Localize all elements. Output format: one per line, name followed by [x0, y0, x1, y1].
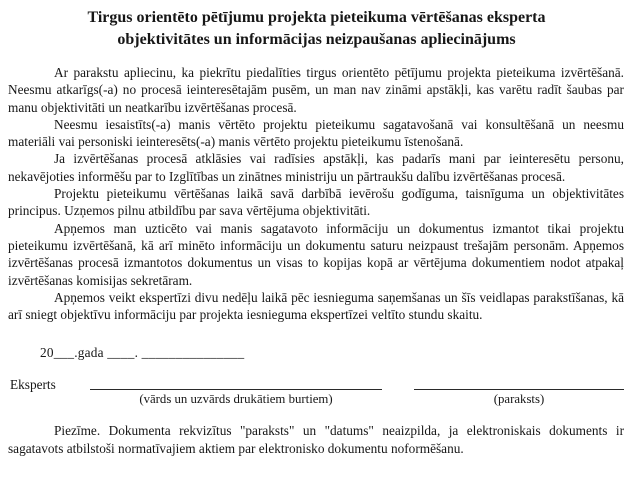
paragraph: Ja izvērtēšanas procesā atklāsies vai radīsies apstākļi, kas padarīs mani par ieinteresētu personu, nekavējoties informēšu par to Izglītības un zinātnes ministriju un pārtraukšu dalību izvērtēšanas procesā.	[8, 151, 624, 184]
name-fill-in-line	[90, 374, 382, 390]
paragraph: Ar parakstu apliecinu, ka piekrītu piedalīties tirgus orientēto pētījumu projekta pieteikuma izvērtēšanā. Neesmu atkarīgs(-a) no procesā ieinteresētajām pusēm, un man nav zināmi apstākļi, kas varētu radīt šaubas par manu objektivitāti un neatkarību izvērtēšanas procesā.	[8, 65, 624, 115]
document-body	[8, 64, 624, 323]
document-title-line1: Tirgus orientēto pētījumu projekta pieteikuma vērtēšanas eksperta	[87, 9, 546, 26]
signature-fill-in-line	[414, 374, 624, 390]
document-title-line2: objektivitātes un informācijas neizpaušanas apliecinājums	[117, 31, 516, 48]
date-fill-in-line: 20___.gada ____. _______________	[40, 345, 245, 361]
footnote-text: Piezīme. Dokumenta rekvizītus "paraksts" un "datums" neaizpilda, ja elektroniskais dokuments ir sagatavots atbilstoši normatīvajiem aktiem par elektronisko dokumentu noformēšanu.	[8, 423, 624, 456]
signature-column	[414, 374, 624, 407]
document-title	[0, 0, 633, 51]
paragraph: Neesmu iesaistīts(-a) manis vērtēto projektu pieteikumu sagatavošanā vai konsultēšanā un neesmu materiāli vai personiski ieinteresēts(-a) manis vērtēto projektu pieteikumu īstenošanā.	[8, 116, 624, 150]
name-signature-column	[90, 374, 382, 407]
paragraph: Projektu pieteikumu vērtēšanas laikā savā darbībā ievērošu godīguma, taisnīguma un objektivitātes principus. Uzņemos pilnu atbildību par sava vērtējuma objektivitāti.	[8, 186, 624, 219]
footnote	[8, 422, 624, 457]
signature-block	[10, 374, 624, 407]
paragraph: Apņemos man uzticēto vai manis sagatavoto informāciju un dokumentus izmantot tikai projektu pieteikumu izvērtēšanā, kā arī minēto informāciju un dokumentu saturu neizpaust trešajām personām. Apņemos izvērtēšanas procesā izmantotos dokumentus un visas to kopijas kopā ar vērtējuma dokumentiem nodot atpakaļ izvērtēšanas komisijas sekretāram.	[8, 220, 624, 288]
expert-label: Eksperts	[10, 377, 56, 393]
name-caption: (vārds un uzvārds drukātiem burtiem)	[139, 392, 333, 407]
signature-caption: (paraksts)	[493, 392, 545, 407]
paragraph: Apņemos veikt ekspertīzi divu nedēļu laikā pēc iesnieguma saņemšanas un šīs veidlapas parakstīšanas, kā arī sniegt objektīvu informāciju par projekta iesnieguma ekspertīzei veltīto stundu skaitu.	[8, 289, 624, 323]
